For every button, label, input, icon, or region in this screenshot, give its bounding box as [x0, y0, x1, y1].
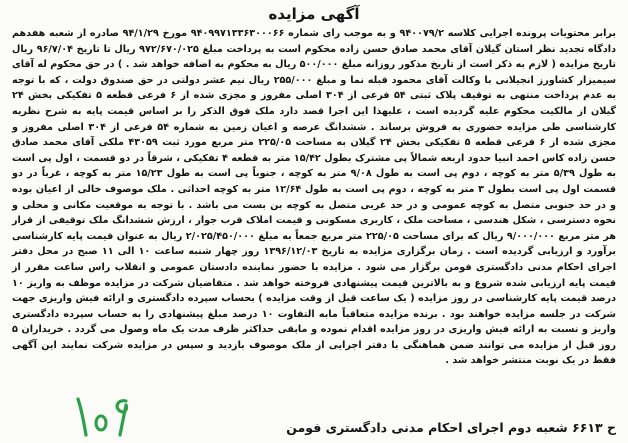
- notice-title: آگهی مزایده: [268, 5, 360, 23]
- signature-line: ح ۶۶۱۳ شعبه دوم اجرای احکام مدنی دادگستری فومن: [286, 420, 616, 435]
- handwritten-number-mark: [68, 393, 138, 439]
- notice-body: برابر محتویات پرونده اجرایی کلاسه ۹۴۰۰۷۹/۲ و به موجب رای شماره ۹۴۰۹۹۷۱۳۳۶۳۰۰۰۶۶ مورخ ۹۴/۱/۲۹ صادره از شعبه هفدهم دادگاه تجدید نظر استان گیلان آقای محمد صادق حسن زاده محکوم است به پرداخت مبلغ ۹۷۲/۶۷۰/۰۲۵ ریال تا تاریخ ۹۶/۷/۰۴ ریال تاریخ مزایده ( لازم به ذکر است از تاریخ مذکور روزانه مبلغ ۵۰۰/۰۰۰ ریال به محکوم به اضافه خواهد شد . ) در حق محکوم له آقای سیمیزار کشاورز انجیلانی با وکالت آقای محمود قبله نما و مبلغ ۲۵۵/۰۰۰ ریال نیم عشر دولتی در حق صندوق دولت ، که با توجه به عدم پرداخت منتهی به توقیف پلاک ثبتی ۵۴ فرعی از ۳۰۴ اصلی مفروز و مجزی شده از ۶ فرعی قطعه ۵ تفکیکی بخش ۲۴ گیلان از مالکیت محکوم علیه گردیده است ، علیهذا این اجرا قصد دارد ملک فوق الذکر را بر اساس قیمت پایه به شرح نظریه کارشناسی طی مزایده حضوری به فروش برساند . ششدانگ عرصه و اعیان زمین به شماره ۵۴ فرعی از ۳۰۴ اصلی مفروز و مجزی شده از ۶ فرعی قطعه ۵ تفکیکی بخش ۲۴ گیلان به مساحت ۲۲۵/۰۵ متر مربع مورد ثبت ۴۳۰۵۹ ملکی آقای محمد صادق حسن زاده کاس احمد انبیا حدود اربعه شمالاً پی مشترک بطول ۱۵/۴۲ متر به قطعه ۴ تفکیکی ، شرقاً در دو قسمت ، اول پی است به طول ۵/۳۹ متر به کوچه ، دوم پی است به طول ۹/۰۸ متر به کوچه ، جنوباً پی است به طول ۱۵/۲۳ متر به کوچه ، غرباً در دو قسمت اول پی است بطول ۳ متر به کوچه ، دوم پی است به طول ۱۲/۶۴ متر به کوچه احداثی . ملک موصوف خالی از اعیان بوده و در حد جنوبی متصل به کوچه عمومی و در حد غربی متصل به کوچه بن بست می باشد . با توجه به موقعیت مکانی و محلی و نحوه دسترسی ، شکل هندسی ، مساحت ملک ، کاربری مسکونی و قیمت املاک قرب جوار ، ارزش ششدانگ ملک توقیفی از قرار هر متر مربع ۹/۰۰۰/۰۰۰ ریال که برای مساحت ۲۲۵/۰۵ متر مربع جمعاً به مبلغ ۲/۰۲۵/۴۵۰/۰۰۰ ریال به عنوان قیمت پایه کارشناسی برآورد و ارزیابی گردیده است . زمان برگزاری مزایده به تاریخ ۱۳۹۶/۱۲/۰۳ روز چهار شنبه ساعت ۱۰ الی ۱۱ صبح در محل دفتر اجرای احکام مدنی دادگستری فومن برگزار می شود . مزایده با حضور نماینده دادستان عمومی و انقلاب راس ساعت مقرر از قیمت پایه ارزیابی شده شروع و به بالاترین قیمت پیشنهادی فروخته خواهد شد . متقاضیان شرکت در مزایده موظف به واریز ۱۰ درصد قیمت پایه کارشناسی در روز مزایده ( یک ساعت قبل از وقت مزایده ) بحساب سپرده دادگستری و ارائه فیش واریزی جهت شرکت در جلسه مزایده خواهند بود . برنده مزایده متعاقباً مابه التفاوت ۱۰ درصد مبلغ پیشنهادی را به حساب سپرده دادگستری واریز و نسبت به ارائه فیش واریزی در روز مزایده اقدام نموده و مابقی حداکثر ظرف مدت یک ماه وصول می گردد . خریداران ۵ روز قبل از مزایده می توانند ضمن هماهنگی با دفتر اجرایی از ملک موصوف بازدید و سپس در مزایده شرکت نمایند این آگهی فقط در یک نوبت منتشر خواهد شد .: [12, 28, 617, 367]
- notice-footer: [12, 415, 616, 437]
